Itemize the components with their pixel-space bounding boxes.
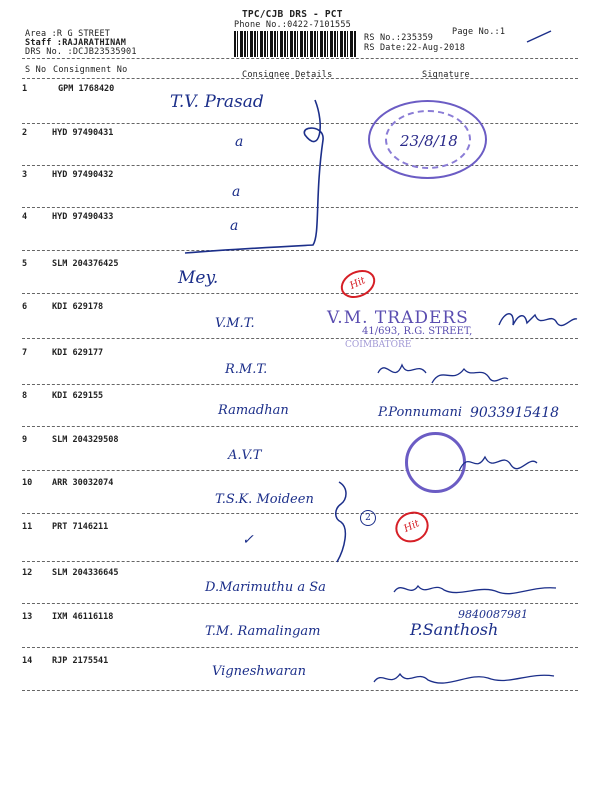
row-sno: 4 (22, 212, 28, 222)
header-divider-bottom (22, 78, 578, 79)
row-consignment: HYD 97490433 (52, 212, 114, 222)
red-hit-mark: Hit (390, 506, 433, 548)
signature-name: P.Santhosh (410, 620, 499, 639)
row-sno: 12 (22, 568, 33, 578)
row-sno: 6 (22, 302, 28, 312)
handwritten-consignee: Ramadhan (218, 403, 289, 418)
stamp-city: COIMBATORE (345, 340, 412, 350)
handwritten-consignee: D.Marimuthu a Sa (205, 580, 326, 595)
row-sno: 11 (22, 522, 33, 532)
col-consignment: Consignment No (53, 65, 128, 75)
row-sno: 1 (22, 84, 28, 94)
area-label: Area :R G STREET (25, 29, 111, 39)
row-divider (22, 603, 578, 604)
row-sno: 14 (22, 656, 33, 666)
signature-date: 23/8/18 (400, 132, 458, 150)
signature-phone: 9033915418 (470, 405, 560, 421)
staff-label: Staff :RAJARATHINAM (25, 38, 127, 48)
stamp-name: V.M. TRADERS (327, 308, 469, 328)
handwritten-consignee: T.M. Ramalingam (205, 624, 321, 639)
row-sno: 8 (22, 391, 28, 401)
bracket-mark-icon (325, 478, 355, 568)
signature-mark (495, 305, 580, 335)
row-consignment: HYD 97490431 (52, 128, 114, 138)
header-divider-top (22, 58, 578, 59)
handwritten-consignee: a (232, 184, 241, 200)
col-sno: S No (25, 65, 47, 75)
row-consignment: IXM 46116118 (52, 612, 114, 622)
signature-mark (368, 664, 558, 692)
row-sno: 7 (22, 348, 28, 358)
row-consignment: SLM 204376425 (52, 259, 119, 269)
row-divider (22, 293, 578, 294)
row-consignment: KDI 629178 (52, 302, 104, 312)
circled-mark: 2 (360, 510, 376, 526)
row-consignment: RJP 2175541 (52, 656, 109, 666)
row-sno: 5 (22, 259, 28, 269)
signature-mark (372, 355, 512, 391)
rs-number: RS No.:235359 (364, 33, 434, 43)
row-sno: 9 (22, 435, 28, 445)
row-consignment: SLM 204329508 (52, 435, 119, 445)
handwritten-consignee: Vigneshwaran (212, 664, 306, 679)
row-consignment: GPM 1768420 (58, 84, 115, 94)
signature-mark (390, 576, 560, 602)
handwritten-consignee: Mey. (178, 268, 219, 288)
row-sno: 13 (22, 612, 33, 622)
handwritten-consignee: V.M.T. (215, 316, 255, 331)
bracket-mark-icon (175, 95, 335, 270)
row-divider (22, 338, 578, 339)
row-sno: 10 (22, 478, 33, 488)
row-divider (22, 426, 578, 427)
handwritten-consignee: a (230, 218, 239, 234)
signature-mark (455, 445, 540, 481)
document-title: TPC/CJB DRS - PCT (242, 9, 343, 20)
col-signature: Signature (422, 70, 470, 80)
handwritten-consignee: T.S.K. Moideen (215, 492, 314, 507)
handwritten-consignee: a (235, 134, 244, 150)
rs-date: RS Date:22-Aug-2018 (364, 43, 466, 53)
row-divider (22, 561, 578, 562)
page-number: Page No.:1 (452, 27, 506, 37)
handwritten-consignee: T.V. Prasad (170, 92, 264, 112)
red-hit-mark: Hit (336, 265, 380, 304)
row-divider (22, 513, 578, 514)
row-sno: 3 (22, 170, 28, 180)
pen-mark-icon (525, 28, 555, 46)
handwritten-consignee: ✓ (242, 532, 254, 548)
handwritten-consignee: R.M.T. (225, 362, 268, 377)
stamp-address: 41/693, R.G. STREET, (362, 326, 473, 337)
signature-name: P.Ponnumani (378, 405, 463, 420)
row-consignment: KDI 629155 (52, 391, 104, 401)
barcode (234, 31, 356, 57)
phone-number: Phone No.:0422-7101555 (234, 20, 351, 30)
col-consignee: Consignee Details (242, 70, 333, 80)
row-consignment: SLM 204336645 (52, 568, 119, 578)
row-divider (22, 647, 578, 648)
signature-phone: 9840087981 (458, 608, 528, 621)
row-consignment: ARR 30032074 (52, 478, 114, 488)
row-consignment: PRT 7146211 (52, 522, 109, 532)
row-sno: 2 (22, 128, 28, 138)
row-consignment: HYD 97490432 (52, 170, 114, 180)
row-consignment: KDI 629177 (52, 348, 104, 358)
handwritten-consignee: A.V.T (228, 448, 262, 463)
drs-number: DRS No. :DCJB23535901 (25, 47, 137, 57)
